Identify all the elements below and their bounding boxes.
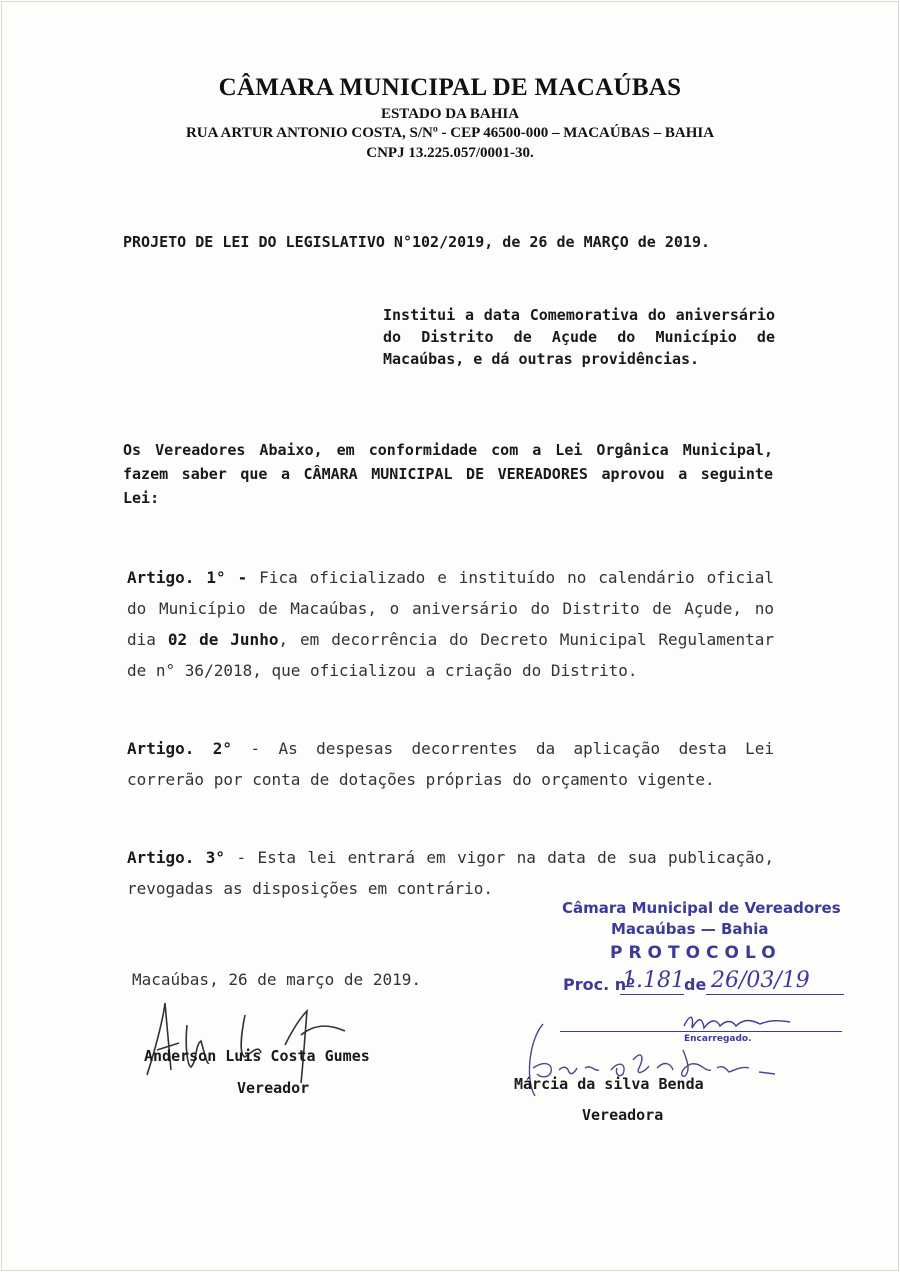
article-2-label: Artigo. 2° bbox=[127, 739, 233, 758]
law-title: PROJETO DE LEI DO LEGISLATIVO N°102/2019, de 26 de MARÇO de 2019. bbox=[123, 233, 710, 251]
article-3 bbox=[127, 842, 774, 904]
article-1-text-after: , em decorrência do Decreto Municipal Regulamentar de n° 36/2018, que oficializou a criação do Distrito. bbox=[127, 630, 775, 680]
institution-title: CÂMARA MUNICIPAL DE MACAÚBAS bbox=[218, 74, 682, 101]
signatory-1-name: Anderson Luis Costa Gumes bbox=[144, 1047, 370, 1065]
article-1 bbox=[127, 562, 774, 686]
article-1-label: Artigo. 1° - bbox=[127, 568, 248, 587]
stamp-city: Macaúbas — Bahia bbox=[611, 920, 769, 938]
article-2 bbox=[127, 733, 774, 795]
stamp-proc-label: Proc. nº bbox=[563, 975, 636, 994]
institution-address: RUA ARTUR ANTONIO COSTA, S/Nº - CEP 46500-000 – MACAÚBAS – BAHIA bbox=[185, 125, 715, 141]
stamp-date-underline bbox=[706, 994, 844, 995]
stamp-proc-number: 1.181 bbox=[622, 968, 685, 993]
stamp-clerk-label: Encarregado. bbox=[684, 1034, 752, 1044]
signatory-2-name: Márcia da silva Benda bbox=[514, 1075, 704, 1093]
signatory-1-role: Vereador bbox=[237, 1079, 310, 1097]
date-line: Macaúbas, 26 de março de 2019. bbox=[132, 970, 421, 989]
article-3-text: - Esta lei entrará em vigor na data de sua publicação, revogadas as disposições em contrário. bbox=[127, 848, 775, 898]
article-3-label: Artigo. 3° bbox=[127, 848, 226, 867]
article-1-highlight: 02 de Junho bbox=[167, 630, 279, 649]
law-summary: Institui a data Comemorativa do aniversário do Distrito de Açude do Município de Macaúbas, e dá outras providências. bbox=[383, 306, 775, 368]
signatory-2-role: Vereadora bbox=[582, 1106, 664, 1124]
article-1-text-before: Fica oficializado e instituído no calendário oficial do Município de Macaúbas, o aniversário do Distrito de Açude, no dia bbox=[127, 568, 774, 649]
institution-state: ESTADO DA BAHIA bbox=[380, 106, 520, 122]
institution-cnpj: CNPJ 13.225.057/0001-30. bbox=[366, 145, 534, 161]
stamp-proc-underline bbox=[620, 994, 684, 995]
stamp-date-label: de bbox=[684, 975, 707, 994]
stamp-clerk-signature bbox=[680, 1010, 800, 1034]
preamble: Os Vereadores Abaixo, em conformidade com a Lei Orgânica Municipal, fazem saber que a CÂMARA MUNICIPAL DE VEREADORES aprovou a seguinte Lei: bbox=[123, 441, 773, 507]
stamp-date: 26/03/19 bbox=[711, 968, 810, 993]
signature-1-handwriting bbox=[135, 995, 365, 1085]
stamp-institution: Câmara Municipal de Vereadores bbox=[562, 899, 841, 917]
stamp-protocol-heading: PROTOCOLO bbox=[610, 943, 782, 963]
article-2-text: - As despesas decorrentes da aplicação desta Lei correrão por conta de dotações próprias do orçamento vigente. bbox=[127, 739, 775, 789]
